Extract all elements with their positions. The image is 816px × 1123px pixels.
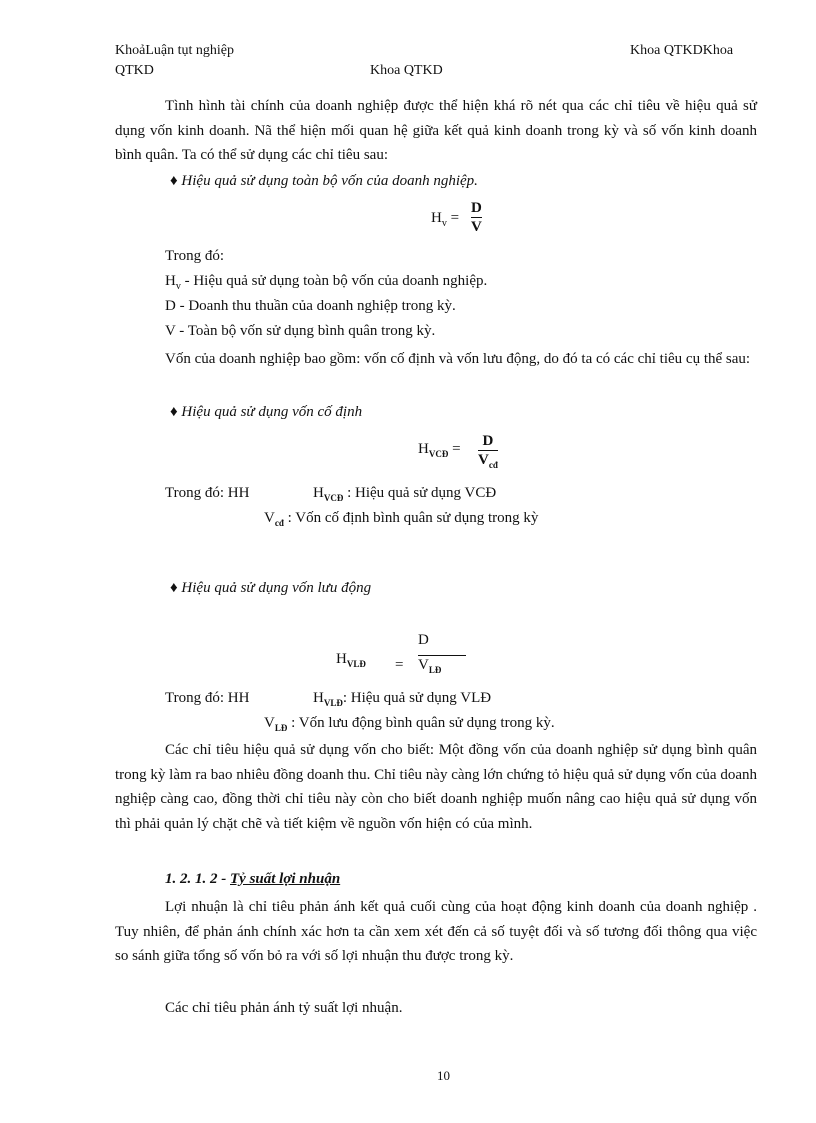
formula-hvld-lhs: $H_{VLĐ}$ <box>336 651 366 669</box>
formula-hvld-fraction <box>418 631 466 675</box>
section2-def2: $V_{cđ}$ : Vốn cố định bình quân sử dụng trong kỳ <box>264 510 539 528</box>
section1-title: Hiệu quả sử dụng toàn bộ vốn của doanh nghiệp. <box>181 173 478 189</box>
diamond-bullet-icon: ♦ <box>170 173 178 189</box>
section2-def1: $H_{VCĐ}$ : Hiệu quả sử dụng VCĐ <box>313 485 497 503</box>
header-right: Khoa QTKDKhoa <box>630 43 734 58</box>
formula-hvcd-fraction <box>478 432 498 470</box>
capital-paragraph: Vốn của doanh nghiệp bao gồm: vốn cố định và vốn lưu động, do đó ta có các chỉ tiêu cụ thể sau: <box>165 351 751 367</box>
formula-hvcd-lhs: $H_{VCĐ}$ = <box>418 441 461 459</box>
formula-hvcd-denominator: $V_{cđ}$ <box>478 452 498 470</box>
profit-paragraph: Lợi nhuận là chỉ tiêu phản ánh kết quả cuối cùng của hoạt động kinh doanh của doanh nghiệp . Tuy nhiên, để phản ánh chính xác hơn ta cần xem xét đến cả số tuyệt đối và số tương đối thông qua việc so sánh giữa tổng số vốn bỏ ra với số lợi nhuận thu được trong kỳ. <box>115 899 757 964</box>
section1-def1: $H_v$ - Hiệu quả sử dụng toàn bộ vốn của doanh nghiệp. <box>165 273 488 292</box>
formula-hv-lhs: $H_v$ = <box>431 210 460 229</box>
section1-def2: D - Doanh thu thuần của doanh nghiệp trong kỳ. <box>165 298 456 314</box>
diamond-bullet-icon: ♦ <box>170 404 178 420</box>
section1-heading <box>170 173 478 190</box>
intro-paragraph: Tình hình tài chính của doanh nghiệp được thể hiện khá rõ nét qua các chỉ tiêu về hiệu quả sử dụng vốn kinh doanh. Nã thể hiện mối quan hệ giữa kết quả kinh doanh trong kỳ và số vốn kinh doanh bình quân. Ta có thể sử dụng các chỉ tiêu sau: <box>115 98 757 163</box>
header-center: Khoa QTKD <box>370 63 443 78</box>
explain-paragraph: Các chỉ tiêu hiệu quả sử dụng vốn cho biết: Một đồng vốn của doanh nghiệp sử dụng bình quân trong kỳ làm ra bao nhiêu đồng doanh thu. Chỉ tiêu này càng lớn chứng tỏ hiệu quả sử dụng vốn của doanh nghiệp càng cao, đồng thời chỉ tiêu này còn cho biết doanh nghiệp muốn nâng cao hiệu quả sử dụng vốn thì phải quản lý chặt chẽ và tiết kiệm về nguồn vốn hiện có của mình. <box>115 742 757 832</box>
section3-heading <box>170 580 371 597</box>
section2-title: Hiệu quả sử dụng vốn cố định <box>181 404 363 420</box>
section3-title: Hiệu quả sử dụng vốn lưu động <box>181 580 372 596</box>
section1-where-label: Trong đó: <box>165 248 225 264</box>
section3-where-label: Trong đó: HH <box>165 690 250 706</box>
formula-hv-numerator: D <box>471 200 482 216</box>
section1-def3: V - Toàn bộ vốn sử dụng bình quân trong kỳ. <box>165 323 436 339</box>
diamond-bullet-icon: ♦ <box>170 580 178 596</box>
section2-heading <box>170 404 362 421</box>
section2-where-label: Trong đó: HH <box>165 485 250 501</box>
formula-hvcd-numerator: D <box>482 433 494 449</box>
subsection-title: Tỷ suất lợi nhuận <box>230 871 341 887</box>
header-left-line1: KhoảLuận tụt nghiệp <box>115 43 234 58</box>
formula-hvld-denominator: $V_{LĐ}$ <box>418 657 442 675</box>
formula-hvld-numerator: D <box>418 632 429 648</box>
section3-def1: $H_{VLĐ}$: Hiệu quả sử dụng VLĐ <box>313 690 492 708</box>
subsection-heading <box>165 871 340 888</box>
section3-def2: $V_{LĐ}$ : Vốn lưu động bình quân sử dụng trong kỳ. <box>264 715 555 733</box>
subsection-number: 1. 2. 1. 2 - <box>165 871 230 887</box>
closing-line: Các chỉ tiêu phản ánh tỷ suất lợi nhuận. <box>165 1000 403 1016</box>
formula-hv-denominator: V <box>471 219 482 235</box>
formula-hvld-eq: = <box>395 657 404 673</box>
formula-hv-fraction <box>471 199 482 236</box>
header-left-line2: QTKD <box>115 63 154 78</box>
page-number: 10 <box>437 1068 450 1083</box>
